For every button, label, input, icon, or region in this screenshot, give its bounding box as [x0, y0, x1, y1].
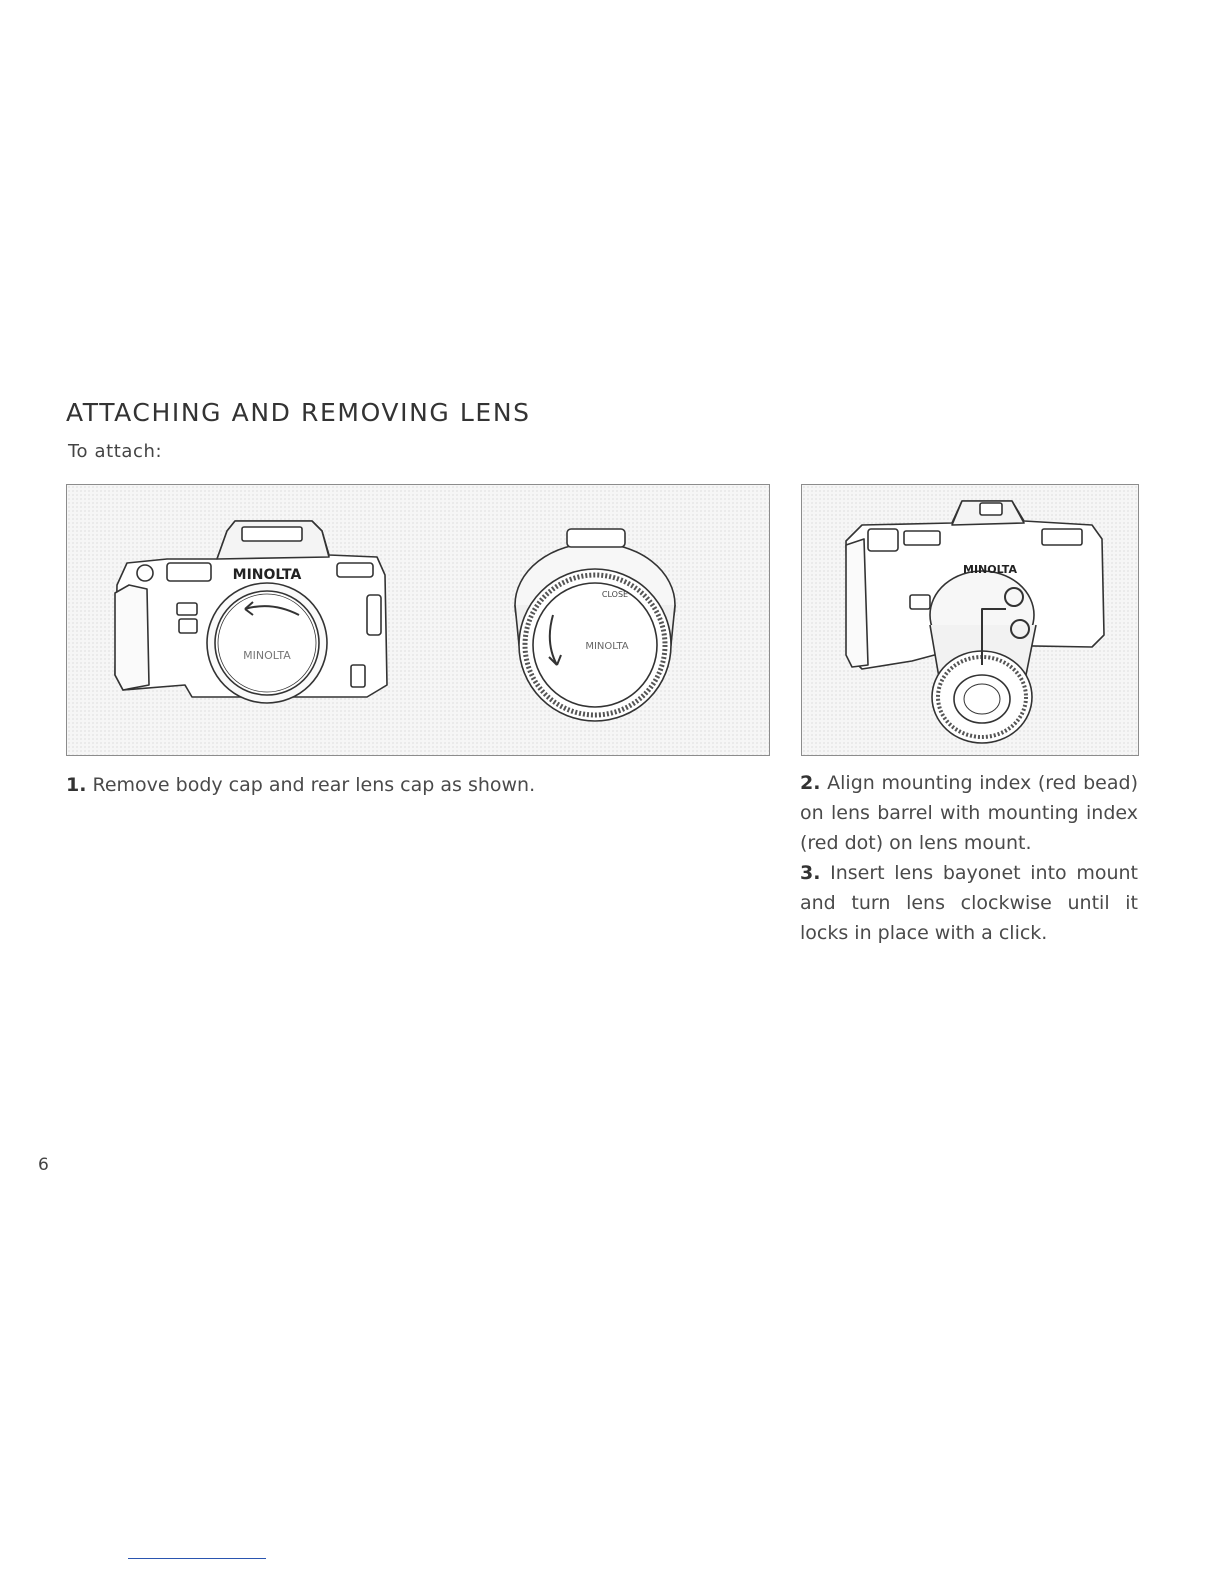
step-2-text: Align mounting index (red bead) on lens barrel with mounting index (red dot) on lens mount.	[800, 772, 1138, 854]
brand-label-body: MINOLTA	[232, 567, 302, 583]
step-3-number: 3.	[800, 862, 821, 884]
camera-body-and-lens-cap-drawing	[67, 485, 769, 755]
page-title: ATTACHING AND REMOVING LENS	[66, 398, 531, 427]
close-label: CLOSE	[601, 590, 629, 599]
brand-label-rear-cap: MINOLTA	[585, 641, 629, 652]
camera-mounting-lens-drawing	[802, 485, 1138, 755]
illustration-remove-caps	[66, 484, 770, 756]
brand-label-right-body: MINOLTA	[963, 563, 1017, 576]
step-1	[66, 770, 535, 800]
step-3-text: Insert lens bayonet into mount and turn lens clockwise until it locks in place with a click.	[800, 862, 1138, 944]
illustration-mount-lens	[801, 484, 1139, 756]
step-1-text: Remove body cap and rear lens cap as shown.	[92, 774, 536, 796]
section-subtitle: To attach:	[68, 441, 163, 462]
steps-2-3	[800, 768, 1138, 948]
page-number: 6	[38, 1155, 49, 1175]
step-3	[800, 858, 1138, 948]
step-2	[800, 768, 1138, 858]
step-2-number: 2.	[800, 772, 821, 794]
footer-rule	[128, 1558, 266, 1559]
step-1-number: 1.	[66, 774, 87, 796]
brand-label-cap: MINOLTA	[243, 649, 291, 662]
